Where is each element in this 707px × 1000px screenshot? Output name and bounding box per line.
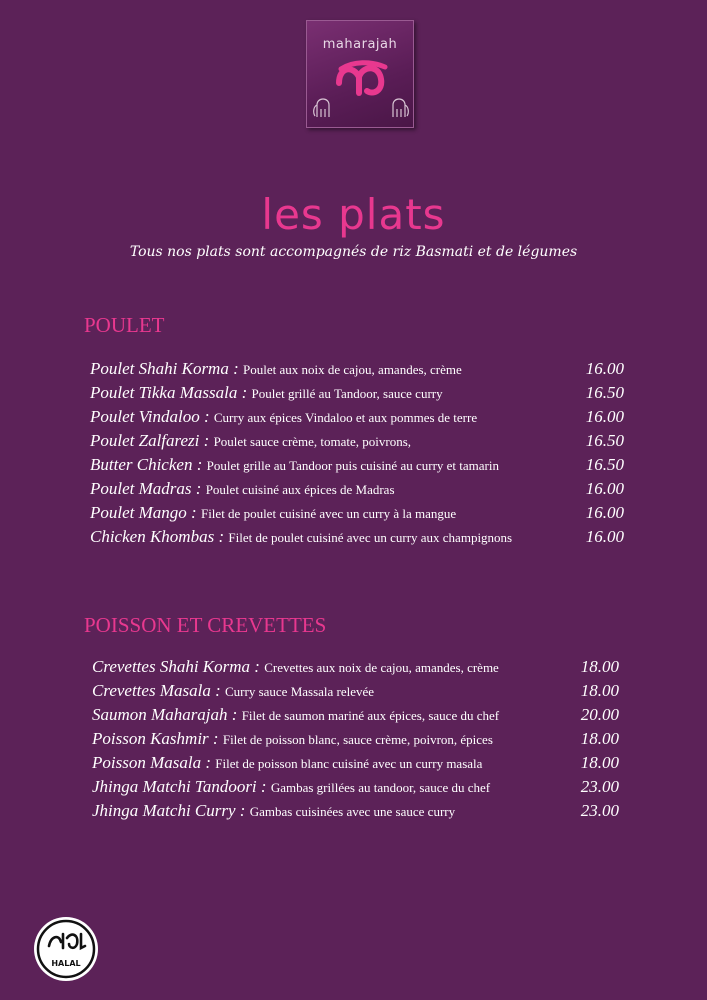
menu-item: [92, 775, 619, 799]
dish-price: 23.00: [580, 777, 619, 796]
dish-name: Poulet Zalfarezi: [90, 431, 200, 450]
halal-seal-icon: [33, 916, 99, 982]
halal-badge: [33, 916, 99, 982]
dish-name: Poisson Masala: [92, 753, 202, 772]
dish-price: 18.00: [580, 681, 619, 700]
dish-name: Poisson Kashmir: [92, 729, 209, 748]
menu-item: [90, 429, 624, 453]
dish-description: Poulet cuisiné aux épices de Madras: [205, 482, 395, 497]
dish-separator: :: [237, 383, 252, 402]
dish-description: Poulet aux noix de cajou, amandes, crème: [243, 362, 462, 377]
dish-name: Poulet Vindaloo: [90, 407, 200, 426]
dish-price: 16.00: [585, 407, 624, 426]
dish-price: 18.00: [580, 657, 619, 676]
elephant-right-icon: [393, 99, 408, 117]
dish-description: Poulet grillé au Tandoor, sauce curry: [251, 386, 443, 401]
section-title-poulet: POULET: [84, 313, 165, 337]
dish-separator: :: [186, 503, 201, 522]
dish-description: Filet de poulet cuisiné avec un curry aux champignons: [228, 530, 513, 545]
dish-separator: :: [210, 681, 225, 700]
dish-price: 18.00: [580, 729, 619, 748]
dish-description: Filet de poisson blanc cuisiné avec un curry masala: [215, 756, 483, 771]
menu-item: [92, 703, 619, 727]
dish-name: Jhinga Matchi Tandoori: [92, 777, 257, 796]
menu-item: [90, 357, 624, 381]
menu-item: [90, 501, 624, 525]
menu-item: [90, 453, 624, 477]
dish-description: Filet de poisson blanc, sauce crème, poivron, épices: [222, 732, 493, 747]
dish-description: Crevettes aux noix de cajou, amandes, crème: [264, 660, 499, 675]
dish-name: Crevettes Shahi Korma: [92, 657, 251, 676]
dish-price: 16.50: [585, 383, 624, 402]
dish-price: 23.00: [580, 801, 619, 820]
dish-price: 16.00: [585, 479, 624, 498]
dish-description: Curry aux épices Vindaloo et aux pommes de terre: [213, 410, 478, 425]
menu-item: [90, 381, 624, 405]
menu-item: [92, 727, 619, 751]
dish-price: 20.00: [580, 705, 619, 724]
page-title: les plats: [261, 190, 446, 239]
dish-price: 16.00: [585, 527, 624, 546]
dish-separator: :: [235, 801, 250, 820]
dish-separator: :: [256, 777, 271, 796]
elephant-left-icon: [314, 99, 329, 117]
dish-price: 16.00: [585, 359, 624, 378]
dish-separator: :: [191, 479, 206, 498]
dish-separator: :: [214, 527, 229, 546]
menu-item: [92, 679, 619, 703]
dish-description: Poulet grille au Tandoor puis cuisiné au curry et tamarin: [206, 458, 499, 473]
logo-name: maharajah: [322, 37, 398, 52]
menu-item: [92, 799, 619, 823]
dish-description: Poulet sauce crème, tomate, poivrons,: [213, 434, 412, 449]
dish-price: 16.00: [585, 503, 624, 522]
menu-item: [90, 405, 624, 429]
dish-name: Jhinga Matchi Curry: [92, 801, 236, 820]
dish-separator: :: [201, 753, 216, 772]
page-subtitle: Tous nos plats sont accompagnés de riz Basmati et de légumes: [129, 244, 578, 260]
dish-description: Filet de poulet cuisiné avec un curry à la mangue: [200, 506, 457, 521]
dish-name: Crevettes Masala: [92, 681, 211, 700]
dish-name: Butter Chicken: [90, 455, 193, 474]
menu-item: [90, 477, 624, 501]
dish-price: 16.50: [585, 455, 624, 474]
dish-price: 18.00: [580, 753, 619, 772]
dish-name: Poulet Mango: [90, 503, 187, 522]
dish-name: Saumon Maharajah: [92, 705, 228, 724]
logo-monogram-icon: [307, 21, 415, 129]
dish-name: Poulet Shahi Korma: [90, 359, 229, 378]
menu-list-poisson: [92, 655, 619, 823]
dish-separator: :: [227, 705, 242, 724]
menu-item: [90, 525, 624, 549]
dish-separator: :: [208, 729, 223, 748]
dish-separator: :: [199, 431, 214, 450]
section-title-poisson: POISSON ET CREVETTES: [84, 613, 327, 637]
dish-name: Poulet Madras: [90, 479, 192, 498]
dish-description: Filet de saumon mariné aux épices, sauce du chef: [241, 708, 500, 723]
dish-price: 16.50: [585, 431, 624, 450]
dish-description: Gambas grillées au tandoor, sauce du chef: [270, 780, 491, 795]
restaurant-logo: [306, 20, 414, 128]
menu-list-poulet: [90, 357, 624, 549]
dish-separator: :: [199, 407, 214, 426]
dish-name: Chicken Khombas: [90, 527, 215, 546]
menu-item: [92, 751, 619, 775]
dish-separator: :: [192, 455, 207, 474]
dish-description: Curry sauce Massala relevée: [225, 684, 375, 699]
menu-item: [92, 655, 619, 679]
dish-separator: :: [228, 359, 244, 378]
halal-label: HALAL: [51, 959, 81, 968]
dish-name: Poulet Tikka Massala: [90, 383, 238, 402]
dish-separator: :: [250, 657, 265, 676]
dish-description: Gambas cuisinées avec une sauce curry: [249, 804, 456, 819]
